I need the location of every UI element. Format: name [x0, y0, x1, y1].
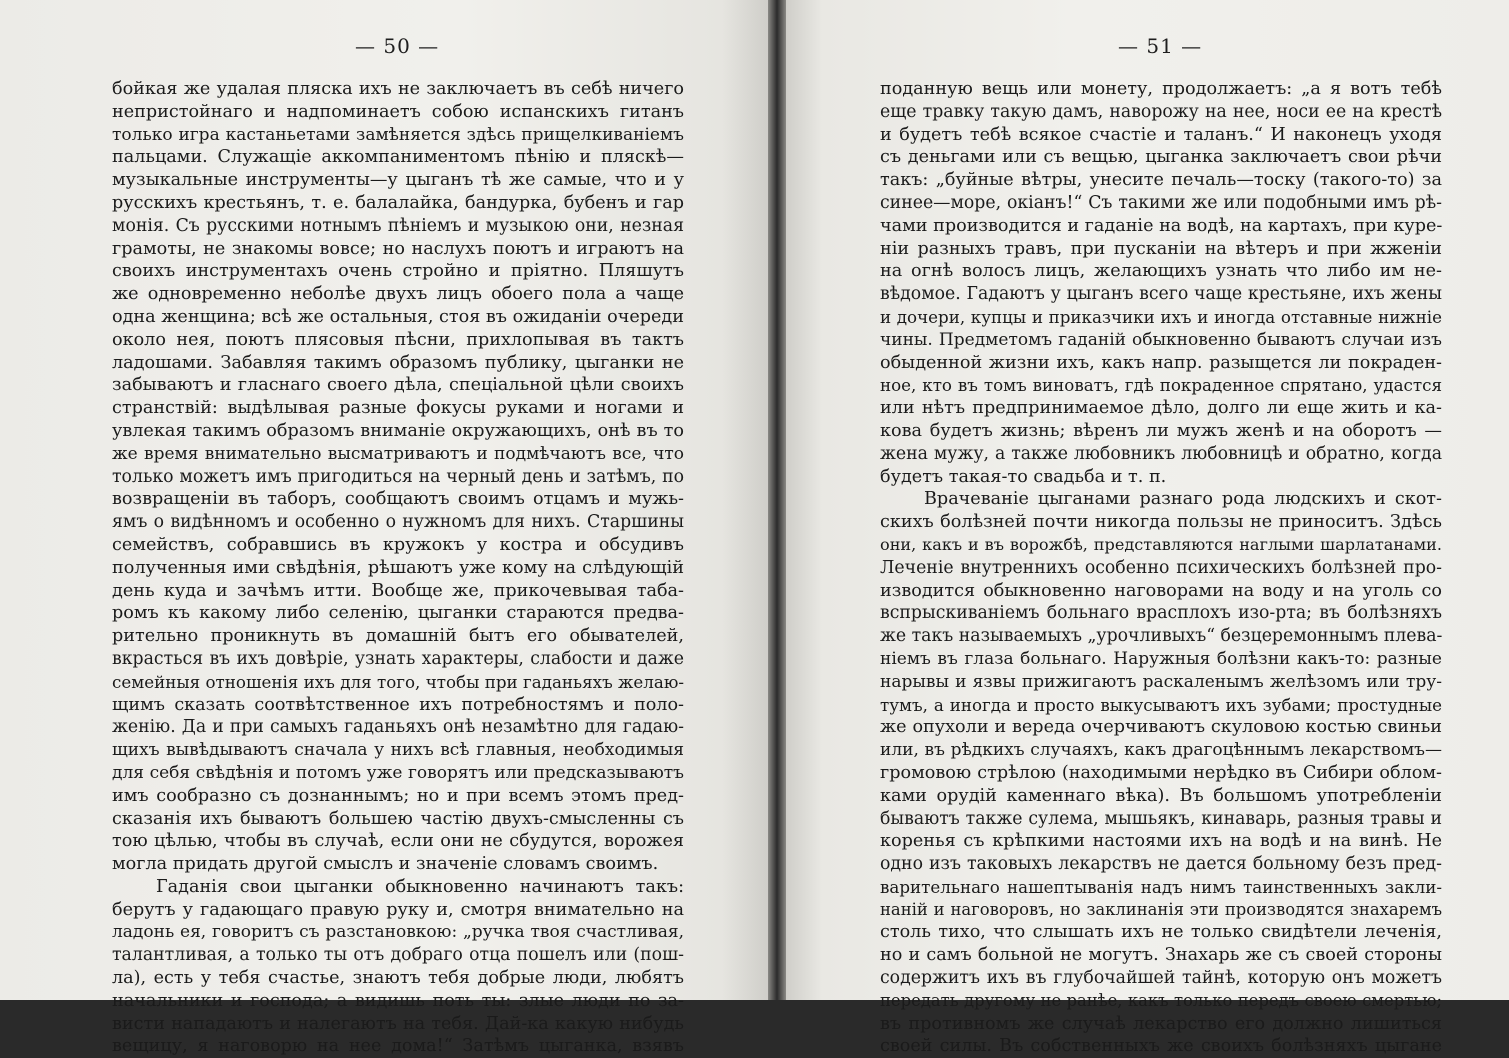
text-line: ное, кто въ томъ виноватъ, гдѣ покраденное спрятано, удастся [880, 375, 1442, 396]
text-line: поданную вещь или монету, продолжаетъ: „а я вотъ тебѣ [880, 79, 1442, 99]
text-line: жена мужу, а также любовникъ любовницѣ и обратно, когда [880, 443, 1442, 464]
text-line: но и самъ больной не могутъ. Знахарь же съ своей стороны [880, 945, 1442, 966]
text-line: ладонь ея, говоритъ съ разстановкою: „ручка твоя счастливая, [112, 922, 684, 943]
text-line: ніи разныхъ травъ, при пусканіи на вѣтеръ и при жженіи [880, 238, 1442, 259]
text-line: рительно проникнуть въ домашній бытъ его обывателей, [112, 626, 684, 647]
text-line: вѣдомое. Гадаютъ у цыганъ всего чаще крестьяне, ихъ жены [880, 284, 1442, 305]
text-line: одно изъ таковыхъ лекарствъ не дается больному безъ пред- [880, 854, 1442, 875]
page-text [880, 78, 1442, 1058]
page-number: — 51 — [1118, 34, 1203, 58]
text-line: скихъ болѣзней почти никогда пользы не приноситъ. Здѣсь [880, 512, 1442, 533]
text-line: семействъ, собравшись въ кружокъ у костра и обсудивъ [112, 534, 684, 555]
text-line: грамоты, не знакомы вовсе; но наслухъ поютъ и играютъ на [112, 238, 684, 259]
text-line: столь тихо, что слышать ихъ не только свидѣтели леченія, [880, 922, 1442, 943]
text-line: возвращеніи въ таборъ, сообщаютъ своимъ отцамъ и мужь- [112, 489, 684, 510]
text-line: ками орудій каменнаго вѣка). Въ большомъ употребленіи [880, 785, 1442, 806]
text-line: талантливая, а только ты отъ добраго отца пошелъ или (пош- [112, 945, 684, 966]
text-line: вещицу, я наговорю на нее дома!“ Затѣмъ цыганка, взявъ [112, 1036, 684, 1057]
text-line: передать другому не ранѣе, какъ только передъ своею смертью; [880, 990, 1442, 1010]
text-line: и дочери, купцы и приказчики ихъ и иногда отставные нижніе [880, 306, 1442, 327]
text-line: или нѣтъ предпринимаемое дѣло, долго ли еще жить и ка- [880, 398, 1442, 419]
text-line: только можетъ имъ пригодиться на черный день и затѣмъ, по [112, 466, 684, 487]
text-line: варительнаго нашептыванія надъ нимъ таинственныхъ закли- [880, 876, 1442, 897]
text-line: еще травку такую дамъ, наворожу на нее, носи ее на крестѣ [880, 101, 1442, 122]
text-line: забываютъ и гласнаго своего дѣла, спеціальной цѣли своихъ [112, 375, 684, 396]
text-line: тою цѣлью, чтобы въ случаѣ, если они не сбудутся, ворожея [112, 831, 684, 852]
text-line: начальники и господа; а видишь поть ты: злые люди по за- [112, 990, 684, 1011]
text-line: полученныя ими свѣдѣнія, рѣшаютъ уже кому на слѣдующій [112, 557, 684, 578]
text-line: чами производится и гаданіе на водѣ, на картахъ, при куре- [880, 215, 1443, 236]
text-line: своихъ инструментахъ очень стройно и пріятно. Пляшутъ [112, 261, 684, 282]
text-line: громовою стрѣлою (находимыми нерѣдко въ Сибири облом- [880, 762, 1442, 783]
text-line: монія. Съ русскими нотнымъ пѣніемъ и музыкою они, незная [112, 215, 684, 236]
text-line: наній и наговоровъ, но заклинанія эти производятся знахаремъ [880, 899, 1442, 919]
text-line: пальцами. Служащіе аккомпаниментомъ пѣнію и пляскѣ— [112, 147, 684, 168]
text-line: ла), есть у тебя счастье, знаютъ тебя добрые люди, любятъ [112, 968, 684, 989]
text-line: только игра кастаньетами замѣняется здѣсь прищелкиваніемъ [112, 124, 684, 145]
text-line: же опухоли и вереда очерчиваютъ скуловою костью свиньи [880, 717, 1442, 738]
text-line: день куда и зачѣмъ итти. Вообще же, прикочевывая таба- [112, 580, 684, 601]
text-line: Леченіе внутреннихъ особенно психическихъ болѣзней про- [880, 557, 1442, 578]
text-line: они, какъ и въ ворожбѣ, представляются наглыми шарлатанами. [880, 534, 1442, 554]
text-line: женію. Да и при самыхъ гаданьяхъ онѣ незамѣтно для гадаю- [112, 717, 684, 738]
text-line: одна женщина; всѣ же остальныя, стоя въ ожиданіи очереди [112, 306, 684, 327]
text-line: бываютъ также сулема, мышьякъ, кинаварь, разныя травы и [880, 808, 1442, 829]
text-line: вспрыскиваніемъ больнаго врасплохъ изо-рта; въ болѣзняхъ [880, 603, 1442, 624]
text-line: Гаданія свои цыганки обыкновенно начинаютъ такъ: [156, 876, 684, 897]
text-line: ладошами. Забавляя такимъ образомъ публику, цыганки не [112, 352, 684, 373]
text-line: нарывы и язвы прижигаютъ раскаленымъ желѣзомъ или тру- [880, 671, 1442, 692]
page-text [112, 78, 684, 1058]
text-line: непристойнаго и надпоминаетъ собою испанскихъ гитанъ [112, 101, 684, 122]
text-line: такъ: „буйные вѣтры, унесите печаль—тоску (такого-то) за [880, 170, 1442, 191]
text-line: содержитъ ихъ въ глубочайшей тайнѣ, которую онъ можетъ [880, 968, 1442, 989]
text-line: щихъ вывѣдываютъ сначала у нихъ всѣ главныя, необходимыя [112, 740, 684, 761]
text-line: висти нападаютъ и налегаютъ на тебя. Дай-ка какую нибудь [112, 1013, 684, 1034]
book-gutter [768, 0, 786, 1000]
text-line: могла придать другой смыслъ и значеніе словамъ своимъ. [112, 854, 659, 875]
text-line: ямъ о видѣнномъ и особенно о нужномъ для нихъ. Старшины [112, 512, 684, 533]
text-line: музыкальные инструменты—у цыганъ тѣ же самые, что и у [112, 170, 684, 191]
text-line: вкрасться въ ихъ довѣріе, узнать характеры, слабости и даже [112, 648, 684, 669]
text-line: чины. Предметомъ гаданій обыкновенно бываютъ случаи изъ [880, 329, 1442, 350]
text-line: же одновременно неболѣе двухъ лицъ обоего пола а чаще [112, 284, 684, 305]
text-line: же такъ называемыхъ „урочливыхъ“ безцеремоннымъ плева- [880, 626, 1443, 647]
text-line: Врачеваніе цыганами разнаго рода людскихъ и скот- [924, 489, 1442, 510]
text-line: русскихъ крестьянъ, т. е. балалайка, бандурка, бубенъ и гар [112, 192, 684, 213]
text-line: для себя свѣдѣнія и потомъ уже говорятъ или предсказываютъ [112, 762, 684, 783]
text-line: своей силы. Въ собственныхъ же своихъ болѣзняхъ цыгане [880, 1036, 1442, 1057]
text-line: увлекая такимъ образомъ вниманіе окружающихъ, онѣ въ то [112, 420, 684, 441]
text-line: синее—море, окіанъ!“ Съ такими же или подобными имъ рѣ- [880, 192, 1442, 213]
text-line: на огнѣ волосъ лицъ, желающихъ узнать что либо им не- [880, 261, 1442, 282]
text-line: обыденной жизни ихъ, какъ напр. разыщется ли покраден- [880, 352, 1442, 373]
text-line: имъ сообразно съ дознаннымъ; но и при всемъ этомъ пред- [112, 785, 684, 806]
text-line: бойкая же удалая пляска ихъ не заключаетъ въ себѣ ничего [112, 79, 684, 99]
page-number: — 50 — [355, 34, 440, 58]
text-line: тумъ, а иногда и просто выкусываютъ ихъ зубами; простудные [880, 694, 1442, 715]
text-line: же время внимательно высматриваютъ и подмѣчаютъ все, что [112, 443, 684, 464]
text-line: семейныя отношенія ихъ для того, чтобы при гаданьяхъ желаю- [112, 671, 684, 692]
text-line: и будетъ тебѣ всякое счастіе и таланъ.“ И наконецъ уходя [880, 124, 1442, 145]
text-line: странствій: выдѣлывая разные фокусы руками и ногами и [112, 398, 684, 419]
text-line: въ противномъ же случаѣ лекарство его должно лишиться [880, 1013, 1442, 1034]
text-line: щимъ сказать соотвѣтственное ихъ потребностямъ и поло- [112, 694, 684, 715]
right-page [786, 0, 1509, 1057]
text-line: коренья съ крѣпкими настоями ихъ на водѣ и на винѣ. Не [880, 831, 1442, 852]
text-line: кова будетъ жизнь; вѣренъ ли мужъ женѣ и на оборотъ — [880, 420, 1442, 441]
text-line: берутъ у гадающаго правую руку и, смотря внимательно на [112, 899, 684, 920]
text-line: ніемъ въ глаза больнаго. Наружныя болѣзни какъ-то: разные [880, 648, 1442, 669]
text-line: изводится обыкновенно наговорами на воду и на уголь со [880, 580, 1442, 601]
text-line: съ деньгами или съ вещью, цыганка заключаетъ свои рѣчи [880, 147, 1442, 168]
text-line: или, въ рѣдкихъ случаяхъ, какъ драгоцѣннымъ лекарствомъ— [880, 740, 1442, 761]
text-line: сказанія ихъ бываютъ большею частію двухъ-смысленны съ [112, 808, 684, 829]
text-line: около нея, поютъ плясовыя пѣсни, прихлопывая въ тактъ [112, 329, 684, 350]
text-line: ромъ къ какому либо селенію, цыганки стараются предва- [112, 603, 684, 624]
text-line: будетъ такая-то свадьба и т. п. [880, 466, 1167, 487]
